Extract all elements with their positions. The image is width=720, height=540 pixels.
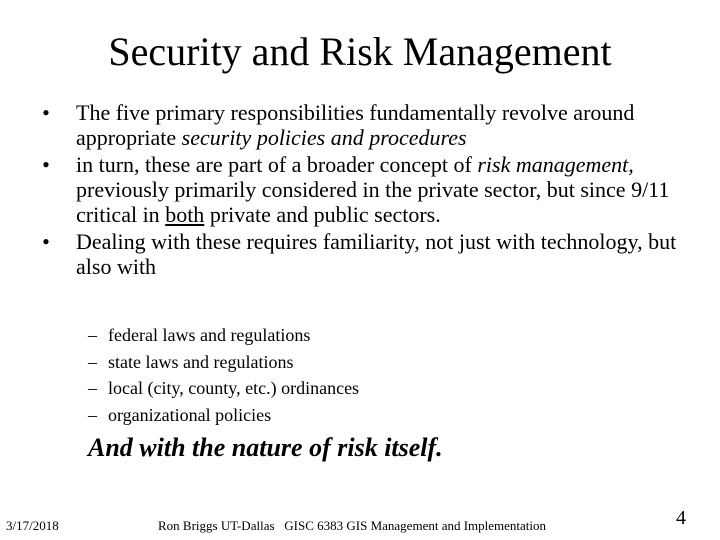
bullet-segment-underline: both bbox=[165, 202, 205, 227]
bullet-item bbox=[36, 152, 686, 227]
slide-title: Security and Risk Management bbox=[108, 29, 612, 74]
bullet-text bbox=[76, 100, 686, 150]
bullet-segment-italic: security policies and procedures bbox=[181, 125, 467, 150]
sub-bullet-marker: – bbox=[88, 404, 97, 425]
bullet-segment-italic: risk management, bbox=[477, 152, 634, 177]
bullet-list bbox=[36, 100, 686, 281]
sub-bullet-item bbox=[88, 402, 648, 429]
sub-bullet-marker: – bbox=[88, 325, 97, 345]
sub-bullet-text: organizational policies bbox=[108, 404, 272, 425]
page-number: 4 bbox=[676, 507, 686, 529]
sub-bullet-text: state laws and regulations bbox=[108, 351, 294, 372]
footer-center-text: Ron Briggs UT-Dallas GISC 6383 GIS Management and Implementation bbox=[158, 518, 547, 533]
bullet-marker: • bbox=[42, 100, 50, 125]
bullet-segment: previously primarily considered in the private sector, but since 9/11 critical in bbox=[76, 177, 670, 227]
bullet-item bbox=[36, 100, 686, 150]
bullet-item bbox=[36, 229, 686, 279]
sub-bullet-text: federal laws and regulations bbox=[108, 325, 311, 345]
sub-bullet-item bbox=[88, 349, 648, 376]
bullet-segment: in turn, these are part of a broader concept of bbox=[76, 152, 478, 177]
sub-bullet-list bbox=[88, 322, 648, 428]
sub-bullet-item bbox=[88, 375, 648, 402]
bullet-text bbox=[76, 152, 686, 227]
sub-bullet-item bbox=[88, 322, 648, 349]
footer-date: 3/17/2018 bbox=[6, 518, 59, 533]
sub-bullet-marker: – bbox=[88, 378, 97, 398]
bullet-segment: private and public sectors. bbox=[204, 202, 441, 227]
bullet-marker: • bbox=[42, 229, 50, 254]
closing-statement: And with the nature of risk itself. bbox=[88, 433, 443, 462]
bullet-segment: Dealing with these requires familiarity, not just with technology, but also with bbox=[76, 229, 677, 279]
sub-bullet-text: local (city, county, etc.) ordinances bbox=[108, 378, 360, 398]
sub-bullet-marker: – bbox=[88, 351, 97, 372]
bullet-text bbox=[76, 229, 686, 279]
bullet-segment: The five primary responsibilities fundamentally revolve around appropriate bbox=[76, 100, 635, 150]
bullet-marker: • bbox=[42, 152, 50, 177]
